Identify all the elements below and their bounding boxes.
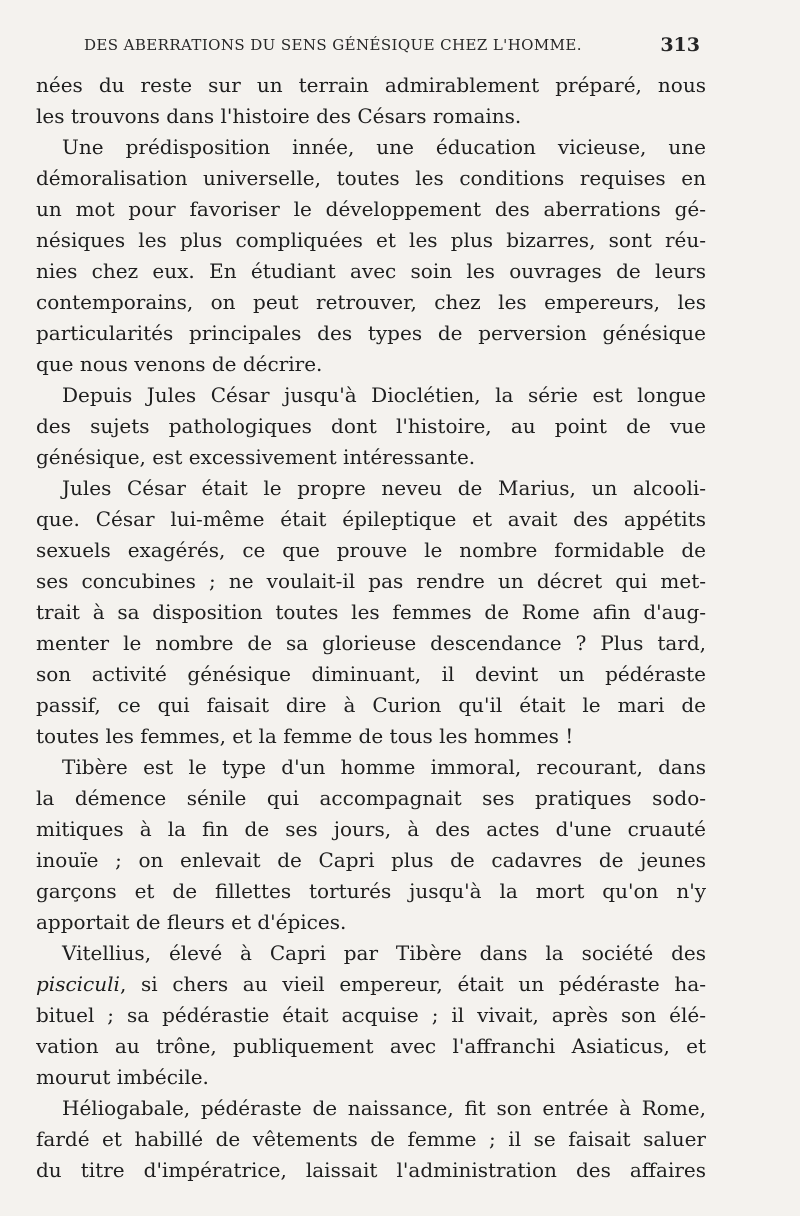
text-line: du titre d'impératrice, laissait l'administration des affaires [36,1158,706,1182]
text-line: particularités principales des types de perversion génésique [36,321,706,345]
text-line: nésiques les plus compliquées et les plus bizarres, sont réu- [36,228,706,252]
running-header-title: DES ABERRATIONS DU SENS GÉNÉSIQUE CHEZ L'HOMME. [84,36,582,54]
text-line: sexuels exagérés, ce que prouve le nombre formidable de [36,538,706,562]
page-number: 313 [660,34,700,56]
text-line-rest: , si chers au vieil empereur, était un pédéraste ha- [119,972,706,996]
paragraph-first-line: Depuis Jules César jusqu'à Dioclétien, la série est longue [62,383,706,407]
text-line: mourut imbécile. [36,1065,209,1089]
text-line: son activité génésique diminuant, il devint un pédéraste [36,662,706,686]
text-line: apportait de fleurs et d'épices. [36,910,347,934]
text-line: trait à sa disposition toutes les femmes de Rome afin d'aug- [36,600,706,624]
paragraph-first-line: Tibère est le type d'un homme immoral, recourant, dans [62,755,706,779]
text-line: vation au trône, publiquement avec l'affranchi Asiaticus, et [36,1034,706,1058]
running-header [84,36,700,58]
paragraph-first-line: Héliogabale, pédéraste de naissance, fit son entrée à Rome, [62,1096,706,1120]
text-line: ses concubines ; ne voulait-il pas rendre un décret qui met- [36,569,706,593]
text-line: que. César lui-même était épileptique et avait des appétits [36,507,706,531]
text-line [36,969,706,1000]
text-line: génésique, est excessivement intéressante. [36,445,476,469]
text-line: passif, ce qui faisait dire à Curion qu'il était le mari de [36,693,706,717]
text-line: un mot pour favoriser le développement des aberrations gé- [36,197,706,221]
text-line: démoralisation universelle, toutes les conditions requises en [36,166,706,190]
body-text [36,70,706,1186]
text-line: toutes les femmes, et la femme de tous les hommes ! [36,724,574,748]
text-line: nées du reste sur un terrain admirablement préparé, nous [36,73,706,97]
italic-term: pisciculi [36,972,120,996]
text-line: bituel ; sa pédérastie était acquise ; il vivait, après son élé- [36,1003,706,1027]
text-line: fardé et habillé de vêtements de femme ; il se faisait saluer [36,1127,706,1151]
text-line: les trouvons dans l'histoire des Césars romains. [36,104,522,128]
text-line: inouïe ; on enlevait de Capri plus de cadavres de jeunes [36,848,706,872]
text-line: contemporains, on peut retrouver, chez les empereurs, les [36,290,706,314]
paragraph-first-line: Vitellius, élevé à Capri par Tibère dans la société des [62,941,706,965]
text-line: des sujets pathologiques dont l'histoire, au point de vue [36,414,706,438]
text-line: mitiques à la fin de ses jours, à des actes d'une cruauté [36,817,706,841]
text-line: la démence sénile qui accompagnait ses pratiques sodo- [36,786,706,810]
text-line: garçons et de fillettes torturés jusqu'à la mort qu'on n'y [36,879,706,903]
paragraph-first-line: Jules César était le propre neveu de Marius, un alcooli- [62,476,706,500]
text-line: menter le nombre de sa glorieuse descendance ? Plus tard, [36,631,706,655]
text-line: que nous venons de décrire. [36,352,323,376]
text-line: nies chez eux. En étudiant avec soin les ouvrages de leurs [36,259,706,283]
paragraph-first-line: Une prédisposition innée, une éducation vicieuse, une [62,135,706,159]
